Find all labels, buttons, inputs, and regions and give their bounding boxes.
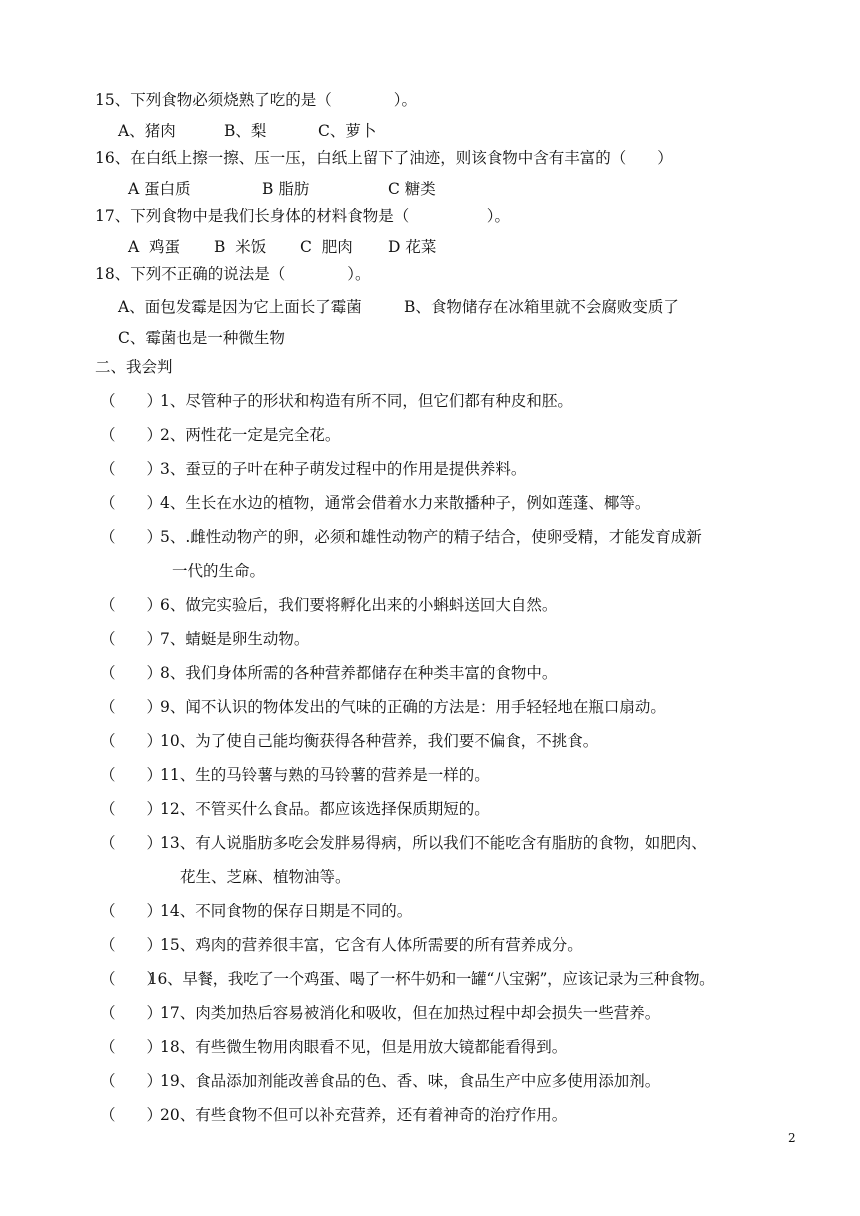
judge-paren[interactable]: （ ）	[100, 698, 163, 716]
judge-text: 11、生的马铃薯与熟的马铃薯的营养是一样的。	[160, 766, 490, 784]
judge-text: 10、为了使自己能均衡获得各种营养，我们要不偏食，不挑食。	[160, 732, 599, 750]
section-title: 二、我会判	[95, 358, 173, 376]
judge-text: 20、有些食物不但可以补充营养，还有着神奇的治疗作用。	[160, 1106, 568, 1124]
judge-text: 5、.雌性动物产的卵，必须和雄性动物产的精子结合，使卵受精，才能发育成新	[160, 528, 702, 546]
question-17-stem: 17、下列食物中是我们长身体的材料食物是（ ）。	[95, 207, 510, 225]
question-17-option-b: B 米饭	[214, 238, 267, 256]
question-18-option-c: C、霉菌也是一种微生物	[118, 329, 285, 347]
question-17-option-d: D 花菜	[388, 238, 437, 256]
judge-paren[interactable]: （ ）	[100, 596, 163, 614]
judge-paren[interactable]: （ ）	[100, 766, 163, 784]
judge-paren[interactable]: （ ）	[100, 630, 163, 648]
page-number: 2	[788, 1131, 796, 1145]
judge-text: 18、有些微生物用肉眼看不见，但是用放大镜都能看得到。	[160, 1038, 568, 1056]
judge-paren[interactable]: （ ）	[100, 1038, 163, 1056]
question-17-option-c: C 肥肉	[300, 238, 353, 256]
question-15-stem: 15、下列食物必须烧熟了吃的是（ ）。	[95, 91, 417, 109]
question-18-option-a: A、面包发霉是因为它上面长了霉菌	[118, 298, 362, 316]
question-16-stem: 16、在白纸上擦一擦、压一压，白纸上留下了油迹，则该食物中含有丰富的（ ）	[95, 149, 673, 167]
judge-paren[interactable]: （ ）	[100, 936, 163, 954]
judge-text: 4、生长在水边的植物，通常会借着水力来散播种子，例如莲蓬、椰等。	[160, 494, 651, 512]
judge-paren[interactable]: （ ）	[100, 732, 163, 750]
judge-text: 14、不同食物的保存日期是不同的。	[160, 902, 413, 920]
judge-text: 7、蜻蜓是卵生动物。	[160, 630, 310, 648]
judge-text: 3、蚕豆的子叶在种子萌发过程中的作用是提供养料。	[160, 460, 527, 478]
judge-text: 6、做完实验后，我们要将孵化出来的小蝌蚪送回大自然。	[160, 596, 558, 614]
judge-paren[interactable]: （ ）	[100, 834, 163, 852]
judge-paren[interactable]: （ ）	[100, 528, 163, 546]
judge-text: 2、两性花一定是完全花。	[160, 426, 341, 444]
judge-paren[interactable]: （ ）	[100, 392, 163, 410]
question-18-option-b: B、食物储存在冰箱里就不会腐败变质了	[404, 298, 679, 316]
question-15-option-c: C、萝卜	[318, 122, 377, 140]
judge-paren[interactable]: （ ）	[100, 460, 163, 478]
judge-text: 15、鸡肉的营养很丰富，它含有人体所需要的所有营养成分。	[160, 936, 583, 954]
judge-text: 19、食品添加剂能改善食品的色、香、味，食品生产中应多使用添加剂。	[160, 1072, 661, 1090]
question-15-option-a: A、猪肉	[118, 122, 176, 140]
judge-paren[interactable]: （ ）	[100, 1072, 163, 1090]
judge-paren[interactable]: （ ）	[100, 664, 163, 682]
judge-paren[interactable]: （ ）	[100, 970, 163, 988]
judge-text: 16、早餐，我吃了一个鸡蛋、喝了一杯牛奶和一罐“八宝粥”，应该记录为三种食物。	[148, 970, 715, 988]
question-16-option-a: A 蛋白质	[128, 180, 191, 198]
judge-text: 1、尽管种子的形状和构造有所不同，但它们都有种皮和胚。	[160, 392, 573, 410]
judge-text: 17、肉类加热后容易被消化和吸收，但在加热过程中却会损失一些营养。	[160, 1004, 661, 1022]
question-16-option-c: C 糖类	[388, 180, 436, 198]
judge-text: 8、我们身体所需的各种营养都储存在种类丰富的食物中。	[160, 664, 558, 682]
judge-text: 13、有人说脂肪多吃会发胖易得病，所以我们不能吃含有脂肪的食物，如肥肉、	[160, 834, 707, 852]
question-17-option-a: A 鸡蛋	[128, 238, 181, 256]
judge-text: 12、不管买什么食品。都应该选择保质期短的。	[160, 800, 490, 818]
judge-paren[interactable]: （ ）	[100, 426, 163, 444]
question-15-option-b: B、梨	[224, 122, 267, 140]
judge-paren[interactable]: （ ）	[100, 800, 163, 818]
question-16-option-b: B 脂肪	[262, 180, 310, 198]
judge-text-continued: 花生、芝麻、植物油等。	[180, 868, 351, 886]
judge-paren[interactable]: （ ）	[100, 1004, 163, 1022]
judge-paren[interactable]: （ ）	[100, 1106, 163, 1124]
judge-paren[interactable]: （ ）	[100, 902, 163, 920]
judge-text-continued: 一代的生命。	[172, 562, 266, 580]
judge-text: 9、闻不认识的物体发出的气味的正确的方法是：用手轻轻地在瓶口扇动。	[160, 698, 666, 716]
question-18-stem: 18、下列不正确的说法是（ ）。	[95, 265, 371, 283]
judge-paren[interactable]: （ ）	[100, 494, 163, 512]
